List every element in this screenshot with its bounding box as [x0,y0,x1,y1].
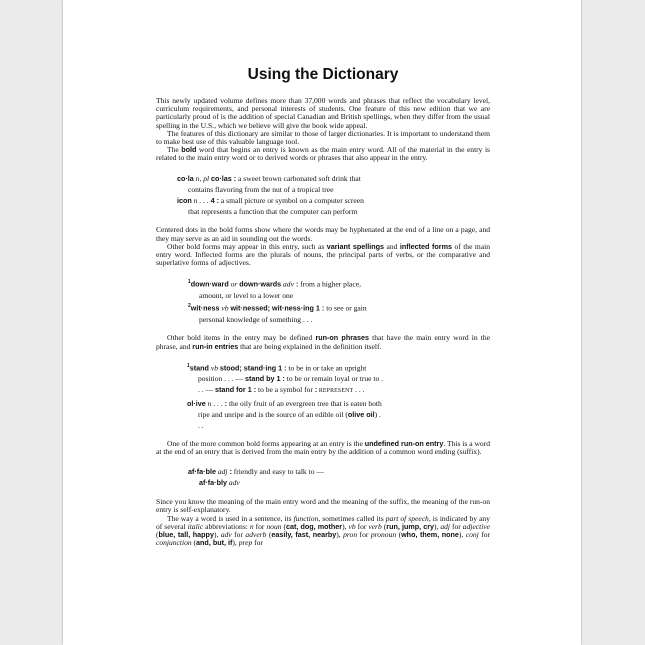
text-run: ), [336,530,344,539]
text-run: for [357,530,371,539]
inflected-form: stood; stand·ing 1 : [219,363,287,373]
centered-dots-paragraph: Centered dots in the bold forms show where the words may be hyphenated at the end of a line on a page, and they may serve as an aid in sounding out the words. [156,225,490,243]
text-run: ( [156,530,159,539]
definition: a sweet brown carbonated soft drink that contains flavoring from the nut of a tropical tree [188,173,361,194]
bold-word-paragraph [156,146,490,162]
homograph-number: 1 [187,362,190,369]
example-entry-stand [187,361,384,398]
other-bold-forms-paragraph [156,243,490,268]
example-entry-affable [188,466,328,488]
text-run: . This is a word at the end of an entry that is derived from the main entry by the addition of a common word ending (suffix). [156,438,490,456]
run-on-phrase: stand for 1 : [214,385,257,395]
italic-abbreviation: pron [343,530,358,539]
italic-abbreviation: adv [220,530,232,539]
colon: : [314,385,318,395]
italic-term: italic [187,521,204,531]
sense-number: 4 : [210,196,220,206]
part-of-speech: adv [281,279,294,289]
definition: ) . . . [198,409,381,430]
part-of-speech: n . . . [191,196,211,206]
text-run: that have the main entry word in the phrase, and [156,333,490,351]
suffix-meaning-paragraph: Since you know the meaning of the main entry word and the meaning of the suffix, the meaning of the run-on entry is self-explanatory. [156,497,490,515]
definition: to be or remain loyal or true to . . . — [198,374,384,395]
example-entry-icon [177,195,374,217]
text-run: ( [381,521,387,531]
text-run: word that begins an entry is known as the main entry word. All of the material in the entry is related to the main entry word or to derived words or phrases that also appear in the entry. [156,145,490,163]
italic-term: adjective [462,521,491,531]
bold-term: blue, tall, happy [158,530,214,539]
example-block-cola-icon [177,173,374,218]
part-of-speech: vb [208,363,220,373]
text-run: for [478,530,491,539]
definition: from a higher place, amount, or level to a lower one [199,279,361,301]
bold-term: undefined run-on entry [364,438,444,448]
homograph-number: 1 [188,279,191,286]
variant-spelling: down·wards [239,279,282,289]
text-run: ( [266,530,272,539]
headword: icon [177,196,192,206]
text-run: ), [433,521,441,531]
italic-abbreviation: vb [348,521,356,531]
bold-term: inflected forms [399,241,452,251]
headword: ol·ive [187,398,206,408]
headword: stand [189,363,209,373]
italic-term: noun [266,521,282,531]
run-on-phrase: stand by 1 : [244,374,285,384]
undefined-run-on-paragraph [156,440,490,456]
italic-abbreviation: adj [440,521,451,531]
text-run: ), [458,530,466,539]
text-run: ), [213,530,221,539]
definition: a small picture or symbol on a computer screen that represents a function that the computer can perform [188,196,364,217]
bold-term: and, but, if [196,538,233,548]
headword: wit·ness [190,303,220,313]
page-title: Using the Dictionary [247,66,399,83]
italic-term: verb [368,521,382,531]
italic-abbreviation: conj [465,530,479,539]
bold-term: variant spellings [326,241,385,251]
homograph-number: 2 [188,303,191,310]
text-run: that are being explained in the definition itself. [238,341,382,351]
headword: af·fa·ble [188,467,216,477]
text-run: and [384,241,400,251]
inflected-form: wit·nessed; wit·ness·ing 1 : [230,303,325,313]
italic-term: function [293,513,319,523]
bold-term: run-on phrases [315,333,369,343]
italic-term: adverb [245,530,267,539]
bold-term: cat, dog, mother [285,521,343,531]
page-content [156,66,490,547]
colon: : [224,398,228,408]
text-run: ), [342,521,349,531]
italic-abbreviation: prep [238,538,253,548]
text-run: , sometimes called its [318,513,386,523]
definition: to see or gain personal knowledge of something . . . [199,303,367,325]
text-run: ( [191,538,197,548]
synonym-cross-reference: REPRESENT [317,388,354,395]
text-run: for [450,521,463,531]
bold-term: run, jump, cry [386,521,434,531]
function-paragraph [156,515,490,548]
part-of-speech: n, pl [193,173,211,183]
example-entry-cola [177,173,374,195]
text-run: for [253,521,267,531]
text-run: of the main entry word. Inflected forms are the plurals of nouns, the principal parts of verbs, or the comparative and superlative forms of adjectives. [156,241,490,268]
bold-term: bold [181,145,197,155]
part-of-speech: adj [215,467,228,477]
text-run: abbreviations: [203,521,250,531]
definition: friendly and easy to talk to — [231,467,324,477]
text-run: ( [281,521,286,531]
document-page [63,0,581,645]
definition: to be in or take an upright position . . . — [198,363,367,384]
intro-paragraph: This newly updated volume defines more than 37,000 words and phrases that reflect the vocabulary level, curriculum requirements, and personal interests of students. One feature of this new edition that we are particularly proud of is the addition of special Canadian and British spellings, when they differ from the usual spelling in the U.S., which we believe will give the book wide appeal. [156,96,490,130]
text-run: The [167,145,182,155]
italic-abbreviation: n [249,521,254,531]
example-block-downward-witness [188,277,385,325]
italic-term: part of speech [385,513,429,523]
text-run: or [228,279,240,289]
example-block-stand-olive [187,361,384,431]
bold-term: who, them, none [401,530,459,539]
example-block-affable [188,466,328,488]
text-run: The way a word is used in a sentence, its [167,513,294,523]
text-run: Other bold forms may appear in this entry, such as [167,241,327,251]
text-run: One of the more common bold forms appearing at an entry is the [167,438,365,448]
text-run: for [252,538,263,548]
example-entry-olive [187,398,384,431]
italic-term: pronoun [370,530,397,539]
definition: the oily fruit of an evergreen tree that is eaten both ripe and unripe and is the source of an edible oil ( [198,398,382,419]
text-run: for [231,530,246,539]
colon: : [293,279,299,289]
example-entry-downward [188,277,385,301]
text-run: for [355,521,369,531]
run-in-entry: olive oil [347,409,375,419]
text-run: ), [232,538,239,548]
headword: co·la [177,173,194,183]
colon: : [227,467,232,477]
text-run: Other bold items in the entry may be defined [167,333,316,343]
definition: . . . [353,385,365,395]
headword: down·ward [190,279,229,289]
features-paragraph: The features of this dictionary are similar to those of larger dictionaries. It is important to understand them to make best use of this valuable language tool. [156,128,490,147]
part-of-speech: vb [219,303,231,313]
bold-term: easily, fast, nearby [271,530,337,539]
bold-term: run-in entries [192,341,239,351]
text-run: ( [396,530,402,539]
part-of-speech: adv [226,478,240,488]
undefined-run-on: af·fa·bly [199,478,227,488]
inflected-form: co·las : [210,173,237,183]
part-of-speech: n . . . [205,398,225,408]
run-on-phrases-paragraph [156,334,490,350]
definition: to be a symbol for [256,385,315,395]
example-entry-witness [188,301,385,325]
text-run: , is indicated by any of several [156,513,490,531]
italic-term: conjunction [156,538,192,548]
